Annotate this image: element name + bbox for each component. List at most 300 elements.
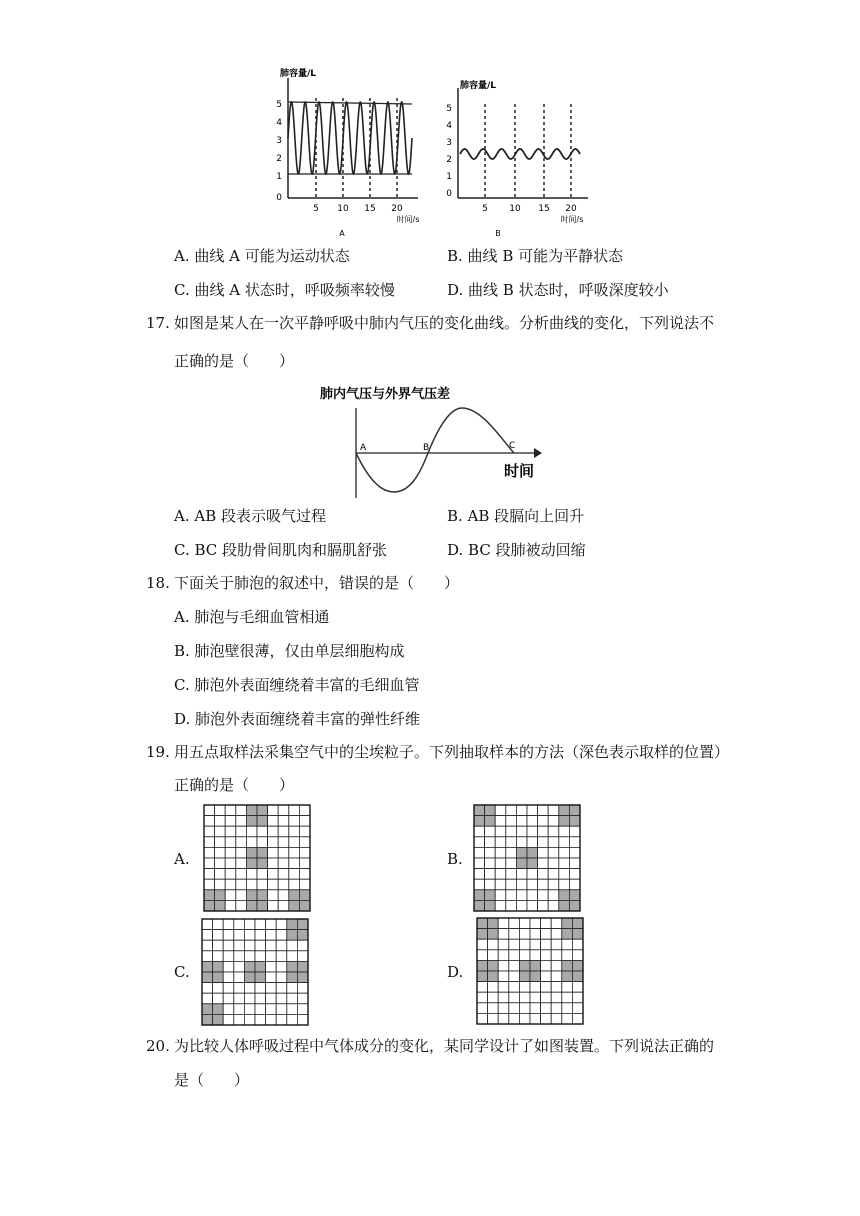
ytick: 2 (446, 155, 452, 165)
grid-cell-sampled (215, 890, 226, 901)
grid-cell (299, 805, 310, 816)
q17-stem-line2: 正确的是（ ） (174, 352, 295, 370)
grid-cell (474, 879, 485, 890)
grid-cell-sampled (474, 900, 485, 911)
q19-stem-line1: 用五点取样法采集空气中的尘埃粒子。下列抽取样本的方法（深色表示取样的位置） (174, 743, 730, 761)
grid-cell-sampled (477, 929, 488, 940)
grid-cell (234, 940, 245, 951)
pressure-curve-title: 肺内气压与外界气压差 (320, 387, 451, 402)
grid-cell-sampled (477, 971, 488, 982)
grid-cell (506, 816, 517, 827)
grid-cell (551, 971, 562, 982)
grid-cell (278, 816, 289, 827)
grid-cell (276, 993, 287, 1004)
grid-cell (548, 837, 559, 848)
grid-cell (236, 816, 247, 827)
grid-cell (527, 826, 538, 837)
grid-cell (485, 826, 496, 837)
grid-cell (474, 847, 485, 858)
grid-cell (541, 960, 552, 971)
grid-cell-sampled (297, 961, 308, 972)
grid-cell (234, 961, 245, 972)
grid-cell (572, 1013, 583, 1024)
q18-number: 18. (146, 574, 170, 592)
grid-cell (548, 890, 559, 901)
grid-cell (234, 1014, 245, 1025)
grid-cell (562, 1013, 573, 1024)
grid-cell-sampled (519, 960, 530, 971)
point-a-label: A (360, 443, 367, 453)
q19-option-b-label[interactable]: B. (447, 850, 463, 868)
q19-number: 19. (146, 743, 170, 761)
grid-cell-sampled (202, 961, 213, 972)
q17-option-b[interactable]: B. AB 段膈向上回升 (447, 507, 585, 525)
grid-cell (202, 993, 213, 1004)
grid-cell-sampled (244, 961, 255, 972)
grid-cell (498, 929, 509, 940)
grid-cell (477, 1003, 488, 1014)
grid-cell (246, 879, 257, 890)
grid-cell (495, 890, 506, 901)
grid-cell-sampled (215, 900, 226, 911)
grid-cell-sampled (562, 971, 573, 982)
ytick: 0 (446, 189, 452, 199)
grid-cell (202, 940, 213, 951)
grid-cell-sampled (488, 929, 499, 940)
grid-cell-sampled (246, 900, 257, 911)
grid-cell (236, 837, 247, 848)
grid-cell (268, 890, 279, 901)
grid-cell (562, 992, 573, 1003)
grid-cell (541, 1013, 552, 1024)
grid-cell (495, 816, 506, 827)
grid-cell (527, 900, 538, 911)
grid-cell (276, 930, 287, 941)
grid-cell (572, 982, 583, 993)
grid-cell (506, 826, 517, 837)
q16-option-c[interactable]: C. 曲线 A 状态时，呼吸频率较慢 (174, 281, 395, 299)
grid-cell-sampled (213, 1014, 224, 1025)
grid-cell-sampled (202, 1014, 213, 1025)
grid-cell (236, 858, 247, 869)
grid-cell (213, 993, 224, 1004)
grid-cell (559, 826, 570, 837)
grid-cell-sampled (257, 890, 268, 901)
grid-cell (255, 940, 266, 951)
grid-cell (276, 972, 287, 983)
grid-cell (485, 847, 496, 858)
q16-option-d[interactable]: D. 曲线 B 状态时，呼吸深度较小 (447, 281, 669, 299)
grid-cell (276, 961, 287, 972)
grid-cell (572, 939, 583, 950)
grid-cell (516, 879, 527, 890)
grid-cell-sampled (488, 960, 499, 971)
grid-cell (234, 919, 245, 930)
q19-grid-b[interactable] (473, 804, 581, 912)
grid-cell (495, 805, 506, 816)
grid-cell (551, 929, 562, 940)
q18-option-a[interactable]: A. 肺泡与毛细血管相通 (174, 608, 330, 626)
grid-cell (569, 826, 580, 837)
grid-cell-sampled (569, 805, 580, 816)
grid-cell (516, 816, 527, 827)
grid-cell-sampled (485, 900, 496, 911)
grid-cell (202, 951, 213, 962)
grid-cell (562, 982, 573, 993)
xtick: 10 (337, 204, 349, 214)
grid-cell (202, 930, 213, 941)
grid-cell (548, 869, 559, 880)
grid-cell-sampled (530, 960, 541, 971)
q17-option-d[interactable]: D. BC 段肺被动回缩 (447, 541, 586, 559)
grid-cell (225, 858, 236, 869)
grid-cell (297, 993, 308, 1004)
grid-cell (530, 918, 541, 929)
grid-cell (234, 1004, 245, 1015)
q17-stem-line1: 如图是某人在一次平静呼吸中肺内气压的变化曲线。分析曲线的变化，下列说法不 (174, 314, 715, 332)
q18-option-d[interactable]: D. 肺泡外表面缠绕着丰富的弹性纤维 (174, 710, 421, 728)
grid-cell (541, 971, 552, 982)
grid-cell (551, 1003, 562, 1014)
grid-cell (516, 869, 527, 880)
q19-option-a-label[interactable]: A. (174, 850, 190, 868)
grid-cell (509, 992, 520, 1003)
grid-cell (495, 826, 506, 837)
grid-cell (477, 950, 488, 961)
grid-cell (266, 951, 277, 962)
grid-cell-sampled (569, 816, 580, 827)
grid-cell-sampled (297, 930, 308, 941)
grid-cell (255, 951, 266, 962)
xtick: 15 (364, 204, 376, 214)
q20-number: 20. (146, 1037, 170, 1055)
grid-cell (541, 982, 552, 993)
q16-option-b[interactable]: B. 曲线 B 可能为平静状态 (447, 247, 624, 265)
grid-cell (268, 805, 279, 816)
grid-cell-sampled (559, 805, 570, 816)
grid-cell (498, 982, 509, 993)
grid-cell (538, 869, 549, 880)
grid-cell (244, 993, 255, 1004)
grid-cell-sampled (246, 805, 257, 816)
q18-option-b[interactable]: B. 肺泡壁很薄，仅由单层细胞构成 (174, 642, 405, 660)
grid-cell (551, 950, 562, 961)
grid-cell (551, 1013, 562, 1024)
grid-cell (225, 826, 236, 837)
grid-cell (266, 961, 277, 972)
grid-cell (506, 879, 517, 890)
ytick: 1 (276, 172, 282, 182)
grid-cell (559, 837, 570, 848)
grid-cell (268, 879, 279, 890)
grid-cell-sampled (485, 816, 496, 827)
grid-cell (268, 869, 279, 880)
grid-cell (297, 951, 308, 962)
grid-cell (244, 919, 255, 930)
grid-cell (299, 847, 310, 858)
grid-cell (299, 879, 310, 890)
grid-cell (548, 900, 559, 911)
grid-cell-sampled (213, 961, 224, 972)
ytick: 3 (276, 136, 282, 146)
grid-cell (474, 837, 485, 848)
grid-cell (223, 961, 234, 972)
q17-option-c[interactable]: C. BC 段肋骨间肌肉和膈肌舒张 (174, 541, 388, 559)
grid-cell (215, 837, 226, 848)
grid-cell (225, 890, 236, 901)
grid-cell (509, 950, 520, 961)
grid-cell-sampled (485, 890, 496, 901)
point-b-label: B (423, 443, 430, 453)
grid-cell (278, 847, 289, 858)
grid-cell-sampled (559, 816, 570, 827)
grid-cell-sampled (488, 918, 499, 929)
grid-cell (548, 805, 559, 816)
grid-cell (266, 930, 277, 941)
grid-cell (527, 879, 538, 890)
grid-cell (289, 847, 300, 858)
q18-option-c[interactable]: C. 肺泡外表面缠绕着丰富的毛细血管 (174, 676, 420, 694)
grid-cell (278, 858, 289, 869)
grid-cell (297, 940, 308, 951)
ytick: 4 (446, 121, 452, 131)
grid-cell (569, 837, 580, 848)
grid-cell (488, 992, 499, 1003)
grid-cell (215, 805, 226, 816)
xtick: 5 (482, 204, 488, 214)
grid-cell (289, 805, 300, 816)
q19-option-d-label[interactable]: D. (447, 963, 464, 981)
grid-cell-sampled (474, 890, 485, 901)
q16-option-a[interactable]: A. 曲线 A 可能为运动状态 (174, 247, 350, 265)
grid-cell (287, 940, 298, 951)
grid-cell (488, 1013, 499, 1024)
q19-option-c-label[interactable]: C. (174, 963, 190, 981)
grid-cell (266, 1004, 277, 1015)
grid-cell (541, 929, 552, 940)
grid-cell (287, 951, 298, 962)
grid-cell (215, 869, 226, 880)
figure-pressure-curve (316, 382, 546, 500)
grid-cell-sampled (204, 900, 215, 911)
grid-cell (562, 1003, 573, 1014)
grid-cell (268, 847, 279, 858)
grid-cell (225, 879, 236, 890)
grid-cell (506, 890, 517, 901)
grid-cell-sampled (213, 1004, 224, 1015)
grid-cell (541, 918, 552, 929)
q18-stem: 下面关于肺泡的叙述中，错误的是（ ） (174, 574, 460, 592)
grid-cell (516, 890, 527, 901)
grid-cell (488, 982, 499, 993)
grid-cell (509, 971, 520, 982)
grid-cell-sampled (572, 929, 583, 940)
grid-cell (236, 805, 247, 816)
grid-cell (477, 982, 488, 993)
grid-cell (541, 939, 552, 950)
grid-cell (268, 816, 279, 827)
xtick: 20 (391, 204, 403, 214)
figure-b-caption: B (495, 229, 501, 238)
grid-cell (551, 992, 562, 1003)
grid-cell (506, 805, 517, 816)
grid-cell (266, 1014, 277, 1025)
grid-cell (236, 826, 247, 837)
grid-cell (223, 940, 234, 951)
grid-cell-sampled (488, 971, 499, 982)
grid-cell (530, 992, 541, 1003)
grid-cell (287, 993, 298, 1004)
grid-cell (569, 879, 580, 890)
point-c-label: C (509, 441, 516, 451)
grid-cell (257, 869, 268, 880)
grid-cell (509, 1013, 520, 1024)
xtick: 10 (509, 204, 521, 214)
grid-cell-sampled (572, 960, 583, 971)
grid-cell (541, 992, 552, 1003)
grid-cell (516, 805, 527, 816)
grid-cell (289, 879, 300, 890)
grid-cell (225, 805, 236, 816)
grid-cell (506, 858, 517, 869)
grid-cell (519, 992, 530, 1003)
grid-cell (246, 837, 257, 848)
q19-grid-d[interactable] (476, 917, 584, 1025)
ytick: 4 (276, 118, 282, 128)
grid-cell (538, 805, 549, 816)
grid-cell-sampled (569, 900, 580, 911)
grid-cell (213, 930, 224, 941)
grid-cell-sampled (569, 890, 580, 901)
grid-cell (519, 950, 530, 961)
grid-cell (509, 960, 520, 971)
grid-cell (299, 826, 310, 837)
grid-cell (506, 837, 517, 848)
grid-cell (223, 919, 234, 930)
grid-cell (509, 929, 520, 940)
grid-cell (495, 900, 506, 911)
grid-cell (246, 826, 257, 837)
xtick: 15 (538, 204, 550, 214)
grid-cell (204, 837, 215, 848)
grid-cell (278, 826, 289, 837)
grid-cell-sampled (562, 960, 573, 971)
grid-cell (234, 972, 245, 983)
grid-cell (278, 900, 289, 911)
grid-cell (485, 879, 496, 890)
grid-cell-sampled (246, 858, 257, 869)
grid-cell (474, 858, 485, 869)
grid-cell (268, 858, 279, 869)
grid-cell-sampled (287, 961, 298, 972)
grid-cell (548, 816, 559, 827)
grid-cell (297, 983, 308, 994)
grid-cell (572, 992, 583, 1003)
grid-cell (268, 826, 279, 837)
grid-cell (268, 837, 279, 848)
q20-stem-line1: 为比较人体呼吸过程中气体成分的变化，某同学设计了如图装置。下列说法正确的 (174, 1037, 715, 1055)
grid-cell-sampled (572, 971, 583, 982)
grid-cell (551, 982, 562, 993)
grid-cell (530, 950, 541, 961)
grid-cell-sampled (289, 890, 300, 901)
grid-cell-sampled (299, 890, 310, 901)
grid-cell (527, 869, 538, 880)
grid-cell (541, 950, 552, 961)
grid-cell (257, 837, 268, 848)
grid-cell (569, 847, 580, 858)
grid-cell (559, 858, 570, 869)
q19-stem-line2: 正确的是（ ） (174, 776, 295, 794)
grid-cell (223, 1014, 234, 1025)
grid-cell (287, 1014, 298, 1025)
grid-cell (538, 890, 549, 901)
grid-cell-sampled (244, 972, 255, 983)
xtick: 5 (313, 204, 319, 214)
grid-cell (548, 847, 559, 858)
grid-cell (213, 940, 224, 951)
grid-cell (234, 983, 245, 994)
grid-cell (255, 993, 266, 1004)
grid-cell (488, 950, 499, 961)
q19-grid-a[interactable] (203, 804, 311, 912)
grid-cell (498, 960, 509, 971)
grid-cell (569, 869, 580, 880)
grid-cell (519, 939, 530, 950)
grid-cell (244, 983, 255, 994)
q17-option-a[interactable]: A. AB 段表示吸气过程 (174, 507, 326, 525)
q19-grid-c[interactable] (201, 918, 309, 1026)
grid-cell (213, 983, 224, 994)
grid-cell (498, 1003, 509, 1014)
grid-cell (244, 1014, 255, 1025)
grid-cell-sampled (527, 858, 538, 869)
grid-cell (276, 983, 287, 994)
grid-cell (225, 837, 236, 848)
grid-cell (278, 805, 289, 816)
grid-cell (527, 805, 538, 816)
grid-cell-sampled (297, 919, 308, 930)
grid-cell-sampled (246, 816, 257, 827)
grid-cell (289, 837, 300, 848)
grid-cell (562, 939, 573, 950)
grid-cell (223, 930, 234, 941)
grid-cell (255, 983, 266, 994)
grid-cell (569, 858, 580, 869)
grid-cell (509, 918, 520, 929)
grid-cell (289, 826, 300, 837)
grid-cell-sampled (213, 972, 224, 983)
grid-cell (276, 919, 287, 930)
grid-cell (289, 816, 300, 827)
xtick: 20 (565, 204, 577, 214)
grid-cell (236, 890, 247, 901)
grid-cell (257, 879, 268, 890)
grid-cell (213, 951, 224, 962)
grid-cell (213, 919, 224, 930)
grid-cell-sampled (559, 890, 570, 901)
grid-cell (299, 869, 310, 880)
grid-cell (215, 816, 226, 827)
grid-cell (495, 858, 506, 869)
grid-cell (495, 869, 506, 880)
grid-cell (255, 930, 266, 941)
grid-cell-sampled (257, 816, 268, 827)
grid-cell (266, 940, 277, 951)
grid-cell (236, 869, 247, 880)
grid-cell-sampled (477, 960, 488, 971)
grid-cell (299, 837, 310, 848)
